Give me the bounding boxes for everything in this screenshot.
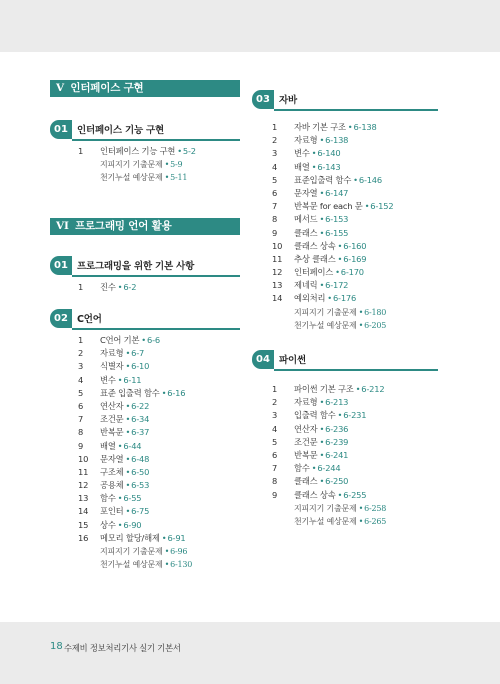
toc-entry-title: 구조체 bbox=[100, 466, 124, 477]
bullet-dot-icon: • bbox=[125, 427, 131, 438]
toc-entry-title: 배열 bbox=[294, 161, 310, 172]
toc-entry-number: 1 bbox=[78, 335, 84, 345]
toc-entry-page: 6-130 bbox=[170, 560, 193, 570]
toc-entry-page: 6-10 bbox=[131, 361, 150, 372]
toc-entry-number: 11 bbox=[272, 253, 283, 264]
toc-entry-label-group bbox=[100, 347, 144, 360]
toc-entry-page: 6-231 bbox=[343, 410, 367, 421]
toc-entry-label-group bbox=[294, 396, 348, 409]
toc-entry-title: 지피지기 기출문제 bbox=[294, 307, 357, 317]
toc-entry-title: 진수 bbox=[100, 282, 116, 292]
toc-entry-title: 자료형 bbox=[294, 135, 318, 146]
toc-entry-title: 천기누설 예상문제 bbox=[100, 173, 163, 183]
top-band bbox=[0, 0, 500, 52]
toc-entry-page: 6-55 bbox=[123, 493, 142, 504]
toc-entry-title: 인터페이스 기능 구현 bbox=[100, 146, 176, 156]
toc-entry-title: 천기누설 예상문제 bbox=[100, 560, 163, 570]
bullet-dot-icon: • bbox=[319, 227, 325, 238]
bullet-dot-icon: • bbox=[364, 201, 370, 212]
toc-entry-label-group bbox=[294, 306, 386, 319]
toc-entry-title: 추상 클래스 bbox=[294, 253, 336, 264]
toc-entry-title: 지피지기 기출문제 bbox=[294, 503, 357, 513]
section-v01-number: 01 bbox=[50, 120, 72, 139]
toc-entry-number: 1 bbox=[78, 282, 84, 292]
toc-entry-number: 2 bbox=[78, 348, 84, 359]
toc-entry-number: 3 bbox=[272, 410, 278, 421]
toc-entry-number: 8 bbox=[272, 476, 278, 487]
bullet-dot-icon: • bbox=[337, 253, 343, 264]
toc-entry-label-group bbox=[100, 479, 149, 492]
toc-entry-title: 변수 bbox=[294, 148, 310, 159]
toc-entry-page: 6-140 bbox=[317, 148, 341, 159]
toc-entry-label-group bbox=[100, 492, 141, 505]
toc-entry-label-group bbox=[100, 426, 149, 439]
toc-entry-title: 조건문 bbox=[100, 414, 124, 425]
toc-entry-number: 7 bbox=[272, 463, 278, 474]
bullet-dot-icon: • bbox=[319, 436, 325, 447]
part-vi-title: 프로그래밍 언어 활용 bbox=[75, 220, 172, 232]
toc-entry-number: 5 bbox=[272, 174, 278, 185]
toc-entry-page: 6-146 bbox=[358, 174, 382, 185]
section-vi01-title: 프로그래밍을 위한 기본 사항 bbox=[77, 261, 195, 272]
bullet-dot-icon: • bbox=[319, 187, 325, 198]
toc-entry-page: 6-170 bbox=[340, 267, 364, 278]
toc-entry-number: 4 bbox=[78, 374, 84, 385]
section-vi04-title: 파이썬 bbox=[279, 355, 306, 366]
toc-entry-number: 13 bbox=[272, 280, 283, 291]
bullet-dot-icon: • bbox=[164, 547, 170, 556]
toc-entry-page: 6-48 bbox=[131, 453, 150, 464]
toc-entry-label-group bbox=[294, 449, 348, 462]
section-vi02-rule bbox=[72, 328, 240, 330]
toc-entry-title: 문자열 bbox=[100, 453, 124, 464]
toc-entry-number: 4 bbox=[272, 161, 278, 172]
toc-entry-number: 1 bbox=[272, 122, 278, 132]
toc-entry-label-group bbox=[100, 453, 149, 466]
toc-entry-title: 제네릭 bbox=[294, 280, 318, 291]
toc-entry-number: 7 bbox=[78, 414, 84, 425]
toc-entry-number: 2 bbox=[272, 135, 278, 146]
toc-entry-page: 6-16 bbox=[167, 387, 186, 398]
toc-entry-title: 함수 bbox=[294, 463, 310, 474]
toc-entry-number: 14 bbox=[78, 506, 89, 517]
toc-entry-label-group bbox=[100, 360, 149, 373]
toc-entry-title: 클래스 상속 bbox=[294, 240, 336, 251]
toc-entry-page: 6-160 bbox=[343, 240, 367, 251]
bullet-dot-icon: • bbox=[337, 240, 343, 251]
toc-entry-label-group bbox=[294, 187, 348, 200]
bullet-dot-icon: • bbox=[164, 160, 170, 170]
toc-entry-page: 6-147 bbox=[325, 187, 349, 198]
toc-entry-page: 5-11 bbox=[170, 173, 188, 183]
toc-entry-page: 6-6 bbox=[147, 335, 160, 345]
toc-entry-number: 3 bbox=[272, 148, 278, 159]
toc-entry-label-group bbox=[294, 213, 348, 226]
bullet-dot-icon: • bbox=[358, 320, 364, 330]
toc-entry-title: 입출력 함수 bbox=[294, 410, 336, 421]
bullet-dot-icon: • bbox=[125, 480, 131, 491]
section-vi02-number: 02 bbox=[50, 309, 72, 328]
bullet-dot-icon: • bbox=[161, 532, 167, 543]
toc-entry-title: 포인터 bbox=[100, 506, 124, 517]
toc-entry-label-group bbox=[294, 409, 366, 422]
toc-entry-title: 연산자 bbox=[100, 400, 124, 411]
toc-entry-number: 8 bbox=[272, 214, 278, 225]
bullet-dot-icon: • bbox=[311, 161, 317, 172]
toc-entry-label-group bbox=[100, 158, 182, 171]
bullet-dot-icon: • bbox=[125, 361, 131, 372]
toc-entry-title: 천기누설 예상문제 bbox=[294, 320, 357, 330]
toc-entry-title: 반복문 for each 문 bbox=[294, 201, 363, 212]
toc-entry-page: 6-152 bbox=[370, 201, 394, 212]
toc-entry-page: 6-2 bbox=[123, 282, 137, 292]
bullet-dot-icon: • bbox=[117, 493, 123, 504]
toc-entry-title: 반복문 bbox=[100, 427, 124, 438]
toc-entry-title: 메모리 할당/해제 bbox=[100, 532, 160, 543]
toc-entry-page: 6-213 bbox=[325, 397, 349, 408]
toc-entry-number: 14 bbox=[272, 293, 283, 304]
toc-entry-page: 6-90 bbox=[123, 519, 142, 530]
toc-entry-number: 5 bbox=[272, 436, 278, 447]
toc-entry-number: 5 bbox=[78, 387, 84, 398]
toc-entry-label-group bbox=[100, 400, 149, 413]
part-vi-roman: VI bbox=[56, 220, 69, 232]
bullet-dot-icon: • bbox=[347, 122, 353, 132]
bullet-dot-icon: • bbox=[353, 174, 358, 185]
toc-entry-page: 6-180 bbox=[364, 307, 387, 317]
bullet-dot-icon: • bbox=[117, 374, 123, 385]
bullet-dot-icon: • bbox=[117, 440, 123, 451]
toc-entry-title: 상수 bbox=[100, 519, 116, 530]
toc-entry-page: 6-22 bbox=[131, 400, 150, 411]
toc-entry-title: 자료형 bbox=[100, 348, 124, 359]
toc-entry-page: 6-96 bbox=[170, 547, 188, 556]
toc-entry-title: 예외처리 bbox=[294, 293, 326, 304]
toc-entry-title: 메서드 bbox=[294, 214, 318, 225]
section-vi04-header bbox=[252, 350, 438, 372]
toc-entry-number: 6 bbox=[78, 400, 84, 411]
toc-entry-title: 배열 bbox=[100, 440, 116, 451]
toc-entry-label-group bbox=[294, 489, 366, 502]
bullet-dot-icon: • bbox=[125, 506, 131, 517]
section-vi03-number: 03 bbox=[252, 90, 274, 109]
toc-entry-title: C언어 기본 bbox=[100, 335, 140, 345]
toc-entry-label-group bbox=[294, 292, 356, 305]
toc-entry-number: 9 bbox=[78, 440, 84, 451]
toc-entry-page: 6-244 bbox=[317, 463, 341, 474]
toc-entry-page: 6-255 bbox=[343, 489, 367, 500]
toc-entry-page: 6-11 bbox=[123, 374, 142, 385]
toc-entry-label-group bbox=[294, 134, 348, 147]
toc-entry-page: 6-205 bbox=[364, 320, 387, 330]
toc-entry-title: 클래스 상속 bbox=[294, 489, 336, 500]
bullet-dot-icon: • bbox=[319, 449, 325, 460]
toc-entry-number: 8 bbox=[78, 427, 84, 438]
bullet-dot-icon: • bbox=[125, 466, 131, 477]
toc-entry-label-group bbox=[294, 161, 340, 174]
toc-entry-page: 6-155 bbox=[325, 227, 349, 238]
section-vi03-title: 자바 bbox=[279, 95, 297, 106]
toc-entry-title: 반복문 bbox=[294, 449, 318, 460]
toc-entry-page: 6-37 bbox=[131, 427, 150, 438]
bullet-dot-icon: • bbox=[358, 503, 364, 513]
toc-entry-number: 2 bbox=[272, 397, 278, 408]
toc-entry-label-group bbox=[294, 462, 340, 475]
toc-entry-page: 6-172 bbox=[325, 280, 349, 291]
toc-entry-label-group bbox=[294, 502, 386, 515]
part-v-roman: V bbox=[56, 82, 64, 94]
toc-entry-title: 연산자 bbox=[294, 423, 318, 434]
toc-entry-page: 5-9 bbox=[170, 160, 183, 170]
section-vi01-header bbox=[50, 256, 240, 278]
bullet-dot-icon: • bbox=[327, 293, 332, 304]
toc-entry-label-group bbox=[100, 413, 149, 426]
section-vi03-rule bbox=[274, 109, 438, 111]
bullet-dot-icon: • bbox=[164, 560, 170, 570]
toc-entry-title: 지피지기 기출문제 bbox=[100, 160, 163, 170]
bullet-dot-icon: • bbox=[358, 307, 364, 317]
toc-entry-title: 천기누설 예상문제 bbox=[294, 516, 357, 526]
bullet-dot-icon: • bbox=[337, 410, 343, 421]
toc-entry-number: 10 bbox=[272, 240, 283, 251]
toc-entry-number: 15 bbox=[78, 519, 89, 530]
toc-entry-label-group bbox=[294, 240, 366, 253]
bullet-dot-icon: • bbox=[117, 282, 123, 292]
toc-entry-number: 7 bbox=[272, 201, 278, 212]
bullet-dot-icon: • bbox=[337, 489, 343, 500]
toc-entry-number: 9 bbox=[272, 227, 278, 238]
toc-entry-label-group bbox=[294, 253, 366, 266]
toc-entry-number: 3 bbox=[78, 361, 84, 372]
bullet-dot-icon: • bbox=[141, 335, 146, 345]
toc-entry-number: 11 bbox=[78, 466, 89, 477]
toc-entry-page: 6-7 bbox=[131, 348, 145, 359]
toc-entry-label-group bbox=[294, 475, 348, 488]
toc-entry-number: 13 bbox=[78, 493, 89, 504]
bullet-dot-icon: • bbox=[319, 423, 325, 434]
toc-entry-label-group bbox=[294, 227, 348, 240]
toc-entry-label-group bbox=[100, 171, 187, 184]
section-vi01-number: 01 bbox=[50, 256, 72, 275]
section-v01-rule bbox=[72, 139, 240, 141]
toc-entry-number: 9 bbox=[272, 489, 278, 500]
toc-entry-number: 6 bbox=[272, 449, 278, 460]
footer-page-number: 18 bbox=[50, 641, 63, 652]
section-vi04-number: 04 bbox=[252, 350, 274, 369]
toc-entry-label-group bbox=[100, 334, 160, 347]
bullet-dot-icon: • bbox=[335, 267, 340, 278]
section-vi04-rule bbox=[274, 369, 438, 371]
toc-entry-label-group bbox=[100, 281, 136, 294]
toc-entry-label-group bbox=[294, 515, 386, 528]
toc-entry-number: 12 bbox=[78, 480, 89, 491]
bullet-dot-icon: • bbox=[319, 280, 325, 291]
toc-entry-label-group bbox=[100, 387, 185, 400]
toc-entry-label-group bbox=[100, 519, 141, 532]
toc-entry-title: 자료형 bbox=[294, 397, 318, 408]
part-v-title: 인터페이스 구현 bbox=[70, 82, 144, 94]
toc-entry-title: 표준입출력 함수 bbox=[294, 174, 352, 185]
toc-entry-page: 6-153 bbox=[325, 214, 349, 225]
section-v01-title: 인터페이스 기능 구현 bbox=[77, 125, 165, 136]
toc-entry-title: 변수 bbox=[100, 374, 116, 385]
section-vi01-rule bbox=[72, 275, 240, 277]
toc-entry-label-group bbox=[294, 121, 377, 134]
toc-entry-page: 6-143 bbox=[317, 161, 341, 172]
toc-entry-label-group bbox=[100, 374, 141, 387]
bullet-dot-icon: • bbox=[164, 173, 170, 183]
toc-entry-number: 4 bbox=[272, 423, 278, 434]
bullet-dot-icon: • bbox=[311, 463, 317, 474]
toc-entry-title: 인터페이스 bbox=[294, 267, 334, 278]
toc-entry-page: 6-91 bbox=[167, 532, 186, 543]
toc-entry-number: 12 bbox=[272, 267, 283, 278]
toc-entry-page: 6-44 bbox=[123, 440, 142, 451]
bullet-dot-icon: • bbox=[117, 519, 123, 530]
toc-entry-title: 함수 bbox=[100, 493, 116, 504]
toc-entry-page: 6-241 bbox=[325, 449, 349, 460]
toc-entry-page: 6-53 bbox=[131, 480, 150, 491]
toc-entry-title: 문자열 bbox=[294, 187, 318, 198]
bullet-dot-icon: • bbox=[311, 148, 317, 159]
section-vi03-header bbox=[252, 90, 438, 112]
toc-entry-title: 지피지기 기출문제 bbox=[100, 547, 163, 556]
toc-entry-title: 조건문 bbox=[294, 436, 318, 447]
toc-entry-label-group bbox=[294, 266, 364, 279]
toc-entry-label-group bbox=[294, 279, 348, 292]
part-v-header bbox=[50, 80, 240, 97]
toc-entry-page: 6-169 bbox=[343, 253, 367, 264]
section-vi02-title: C언어 bbox=[77, 314, 102, 325]
toc-entry-page: 6-236 bbox=[325, 423, 349, 434]
toc-entry-page: 6-265 bbox=[364, 516, 387, 526]
bullet-dot-icon: • bbox=[319, 397, 325, 408]
toc-entry-title: 자바 기본 구조 bbox=[294, 122, 346, 132]
toc-entry-title: 식별자 bbox=[100, 361, 124, 372]
bullet-dot-icon: • bbox=[319, 476, 325, 487]
toc-entry-number: 6 bbox=[272, 187, 278, 198]
section-vi02-header bbox=[50, 309, 240, 331]
bullet-dot-icon: • bbox=[319, 135, 325, 146]
toc-entry-title: 표준 입출력 함수 bbox=[100, 387, 160, 398]
toc-entry-page: 6-250 bbox=[325, 476, 349, 487]
toc-entry-page: 6-34 bbox=[131, 414, 150, 425]
toc-entry-title: 공용체 bbox=[100, 480, 124, 491]
bullet-dot-icon: • bbox=[125, 348, 131, 359]
section-v01-header bbox=[50, 120, 240, 142]
toc-entry-label-group bbox=[294, 319, 386, 332]
toc-entry-number: 10 bbox=[78, 453, 89, 464]
bullet-dot-icon: • bbox=[125, 400, 131, 411]
bullet-dot-icon: • bbox=[355, 384, 361, 394]
toc-entry-label-group bbox=[100, 545, 187, 558]
toc-entry-label-group bbox=[100, 145, 196, 158]
toc-entry-page: 6-212 bbox=[361, 384, 385, 394]
bullet-dot-icon: • bbox=[177, 146, 182, 156]
toc-entry-page: 6-176 bbox=[332, 293, 357, 304]
bullet-dot-icon: • bbox=[125, 414, 131, 425]
toc-entry-label-group bbox=[100, 440, 141, 453]
toc-entry-label-group bbox=[294, 436, 348, 449]
footer-book-title: 수제비 정보처리기사 실기 기본서 bbox=[64, 643, 181, 653]
toc-entry-label-group bbox=[294, 174, 382, 187]
toc-entry-number: 16 bbox=[78, 532, 89, 543]
toc-entry-label-group bbox=[294, 200, 393, 213]
bullet-dot-icon: • bbox=[358, 516, 364, 526]
toc-entry-page: 6-138 bbox=[353, 122, 377, 132]
toc-entry-label-group bbox=[100, 466, 149, 479]
part-vi-header bbox=[50, 218, 240, 235]
toc-entry-title: 클래스 bbox=[294, 227, 318, 238]
toc-entry-page: 6-138 bbox=[325, 135, 349, 146]
toc-entry-page: 5-2 bbox=[182, 146, 196, 156]
toc-entry-number: 1 bbox=[272, 384, 278, 394]
toc-entry-page: 6-258 bbox=[364, 503, 387, 513]
toc-entry-label-group bbox=[100, 558, 192, 571]
toc-entry-label-group bbox=[100, 505, 149, 518]
toc-entry-label-group bbox=[294, 423, 348, 436]
bullet-dot-icon: • bbox=[319, 214, 325, 225]
bullet-dot-icon: • bbox=[125, 453, 131, 464]
toc-entry-title: 클래스 bbox=[294, 476, 318, 487]
bullet-dot-icon: • bbox=[161, 387, 167, 398]
toc-entry-page: 6-75 bbox=[131, 506, 150, 517]
toc-entry-title: 파이썬 기본 구조 bbox=[294, 384, 354, 394]
toc-entry-label-group bbox=[294, 383, 384, 396]
toc-entry-label-group bbox=[294, 147, 340, 160]
toc-entry-number: 1 bbox=[78, 146, 84, 156]
toc-entry-label-group bbox=[100, 532, 185, 545]
toc-entry-page: 6-239 bbox=[325, 436, 349, 447]
toc-entry-page: 6-50 bbox=[131, 466, 150, 477]
